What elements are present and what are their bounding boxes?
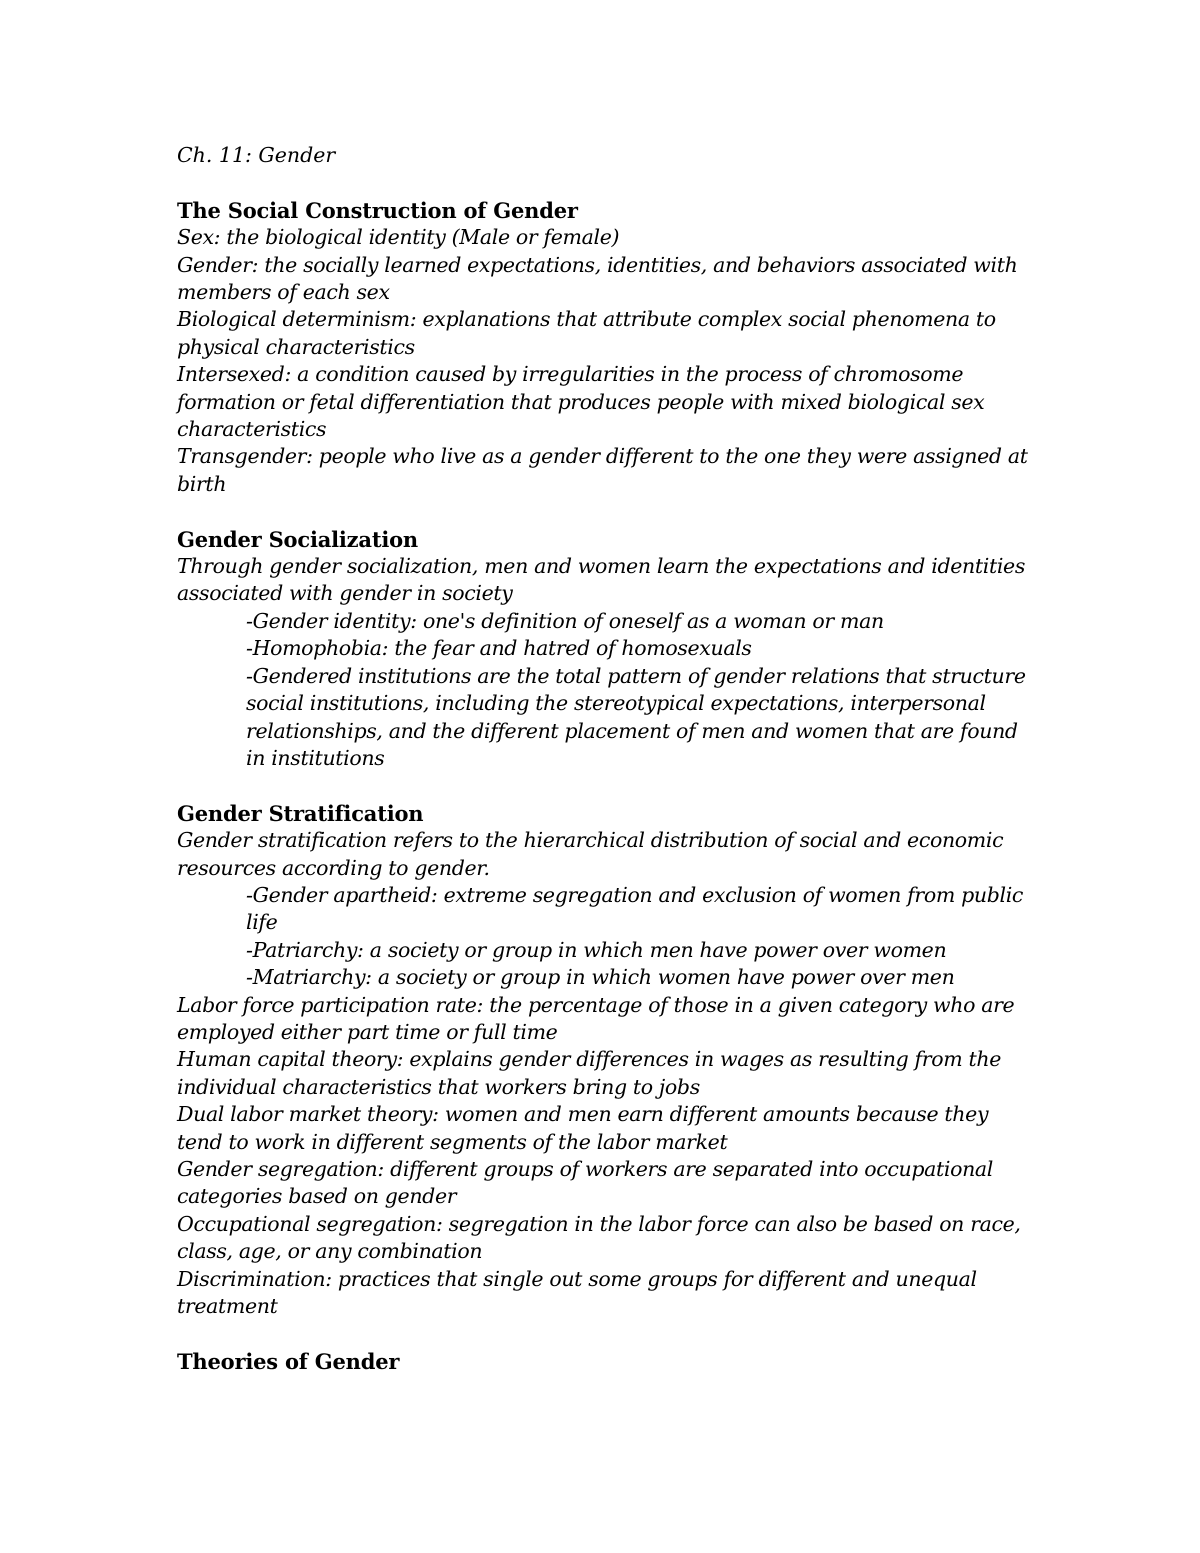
definition-dual-labor-market: Dual labor market theory: women and men earn different amounts because they tend to work in different segments of the labor market — [177, 1102, 989, 1154]
section-heading: The Social Construction of Gender — [177, 197, 578, 223]
definition-intersexed: Intersexed: a condition caused by irregularities in the process of chromosome formation or fetal differentiation that produces people with mixed biological sex characteristics — [177, 362, 985, 442]
paragraph-stratification-intro: Gender stratification refers to the hierarchical distribution of social and economic resources according to gender. — [177, 828, 1004, 880]
document-page — [177, 142, 1037, 1403]
section-social-construction — [177, 197, 1037, 498]
paragraph-socialization-intro: Through gender socialization, men and women learn the expectations and identities associated with gender in society — [177, 554, 1026, 606]
section-heading: Gender Stratification — [177, 800, 424, 826]
definition-discrimination: Discrimination: practices that single out some groups for different and unequal treatment — [177, 1266, 977, 1319]
section-gender-socialization — [177, 526, 1037, 773]
section-heading: Gender Socialization — [177, 526, 418, 552]
chapter-title: Ch. 11: Gender — [177, 143, 336, 167]
section-heading: Theories of Gender — [177, 1348, 400, 1374]
definition-gendered-institutions: -Gendered institutions are the total pattern of gender relations that structure social institutions, including the stereotypical expectations, interpersonal relationships, and the different placement of men and women that are found in institutions — [246, 663, 1026, 770]
definition-gender-apartheid: -Gender apartheid: extreme segregation and exclusion of women from public life — [246, 882, 1024, 935]
section-gender-stratification — [177, 800, 1037, 1321]
definition-human-capital-theory: Human capital theory: explains gender differences in wages as resulting from the individual characteristics that workers bring to jobs — [177, 1047, 1001, 1099]
definition-transgender: Transgender: people who live as a gender different to the one they were assigned at birth — [177, 444, 1028, 496]
definition-gender: Gender: the socially learned expectations, identities, and behaviors associated with members of each sex — [177, 252, 1018, 305]
definition-occupational-segregation: Occupational segregation: segregation in the labor force can also be based on race, class, age, or any combination — [177, 1211, 1021, 1264]
section-theories-of-gender — [177, 1348, 1037, 1375]
definition-biological-determinism: Biological determinism: explanations that attribute complex social phenomena to physical characteristics — [177, 307, 996, 359]
definition-labor-force-participation: Labor force participation rate: the percentage of those in a given category who are employed either part time or full time — [177, 992, 1015, 1044]
definition-sex: Sex: the biological identity (Male or female) — [177, 225, 620, 250]
definition-gender-segregation: Gender segregation: different groups of workers are separated into occupational categories based on gender — [177, 1156, 993, 1209]
definition-homophobia: -Homophobia: the fear and hatred of homosexuals — [246, 636, 752, 661]
definition-matriarchy: -Matriarchy: a society or group in which women have power over men — [246, 965, 955, 990]
definition-patriarchy: -Patriarchy: a society or group in which men have power over women — [246, 937, 947, 962]
definition-gender-identity: -Gender identity: one's definition of oneself as a woman or man — [246, 608, 884, 633]
